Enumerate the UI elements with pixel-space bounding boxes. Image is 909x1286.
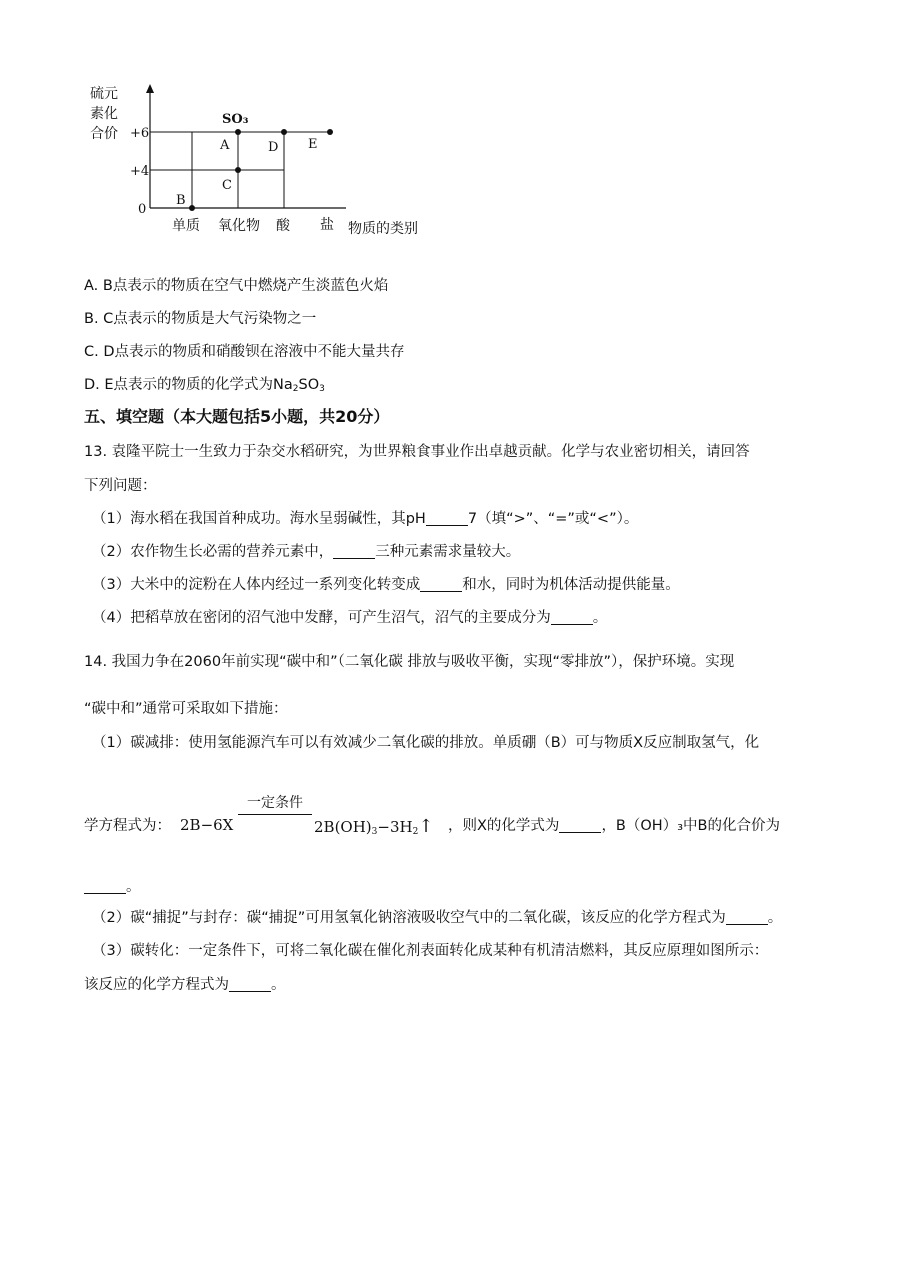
- point-B: [189, 205, 195, 211]
- q13-part1: （1）海水稻在我国首种成功。海水呈弱碱性，其pH 7（填“>”、“=”或“<”）。: [92, 511, 639, 527]
- eq-left: 2B−6X: [180, 816, 234, 834]
- option-d: D. E点表示的物质的化学式为$Na_2SO_3$: [84, 377, 325, 394]
- q14-line-continuation: 。: [84, 877, 141, 897]
- option-a: A. B点表示的物质在空气中燃烧产生淡蓝色火焰: [84, 278, 389, 294]
- eq-condition: 一定条件: [247, 795, 303, 811]
- answer-blank[interactable]: [426, 511, 468, 526]
- answer-blank[interactable]: [551, 610, 593, 625]
- q13-part4: （4）把稻草放在密闭的沼气池中发酵，可产生沼气，沼气的主要成分为 。: [92, 610, 608, 626]
- y-label-line-1: 硫元: [90, 86, 118, 102]
- point-C: [235, 167, 241, 173]
- eq-bar: [238, 814, 312, 815]
- option-d-formula-na: Na: [273, 377, 293, 393]
- q14-equation-prefix: 学方程式为：: [84, 818, 171, 834]
- x-cat-oxide: 氧化物: [218, 218, 260, 234]
- x-axis-label: 物质的类别: [348, 221, 418, 237]
- answer-blank[interactable]: [559, 818, 601, 833]
- label-SO3: SO₃: [222, 112, 249, 127]
- label-B: B: [176, 193, 186, 208]
- option-d-text: D. E点表示的物质的化学式为: [84, 377, 274, 393]
- point-A: [235, 129, 241, 135]
- q14-part1: （1）碳减排：使用氢能源汽车可以有效减少二氧化碳的排放。单质硼（B）可与物质X反应制取氢气，化: [92, 735, 760, 751]
- eq-right: $2B(OH)_3-3H_2↑$: [314, 816, 434, 837]
- q14-part2: （2）碳“捕捉”与封存：碳“捕捉”可用氢氧化钠溶液吸收空气中的二氧化碳，该反应的化学方程式为 。: [92, 910, 783, 926]
- y-tick-6: +6: [130, 126, 150, 141]
- label-E: E: [308, 137, 318, 152]
- x-cat-elemental: 单质: [172, 218, 200, 234]
- q14-part3: （3）碳转化：一定条件下，可将二氧化碳在催化剂表面转化成某种有机清洁燃料，其反应原理如图所示：: [92, 943, 769, 959]
- x-cat-acid: 酸: [276, 218, 290, 234]
- point-D: [281, 129, 287, 135]
- y-tick-4: +4: [130, 164, 150, 179]
- section-title: 五、填空题（本大题包括5小题，共20分）: [84, 407, 390, 426]
- y-axis-arrow: [146, 84, 154, 93]
- option-c: C. D点表示的物质和硝酸钡在溶液中不能大量共存: [84, 344, 405, 360]
- answer-blank[interactable]: [420, 577, 462, 592]
- answer-blank[interactable]: [333, 544, 375, 559]
- label-A: A: [220, 138, 230, 153]
- q14-stem-line1: 14. 我国力争在2060年前实现“碳中和”（二氧化碳 排放与吸收平衡，实现“零排放”），保护环境。实现: [84, 654, 735, 670]
- valence-category-chart: [84, 80, 444, 240]
- q14-part4: 该反应的化学方程式为 。: [84, 977, 286, 993]
- q13-stem-line2: 下列问题：: [84, 478, 157, 494]
- label-D: D: [268, 140, 279, 155]
- point-E: [327, 129, 333, 135]
- answer-blank[interactable]: [84, 879, 126, 894]
- y-tick-0: 0: [138, 202, 147, 217]
- q13-part3: （3）大米中的淀粉在人体内经过一系列变化转变成 和水，同时为机体活动提供能量。: [92, 577, 680, 593]
- x-cat-salt: 盐: [320, 217, 334, 233]
- q13-stem-line1: 13. 袁隆平院士一生致力于杂交水稻研究，为世界粮食事业作出卓越贡献。化学与农业密切相关，请回答: [84, 444, 750, 460]
- option-b: B. C点表示的物质是大气污染物之一: [84, 311, 317, 327]
- y-label-line-2: 素化: [90, 106, 118, 122]
- q14-equation-suffix: ，则X的化学式为 ，B（OH）₃中B的化合价为: [448, 818, 780, 834]
- y-label-line-3: 合价: [90, 126, 118, 142]
- gas-arrow-icon: ↑: [418, 816, 434, 837]
- answer-blank[interactable]: [726, 910, 768, 925]
- option-d-formula-so: SO: [298, 377, 320, 393]
- y-axis-label: [90, 86, 118, 142]
- q14-stem-line2: “碳中和”通常可采取如下措施：: [84, 701, 288, 717]
- answer-blank[interactable]: [229, 977, 271, 992]
- label-C: C: [222, 178, 232, 193]
- q13-part2: （2）农作物生长必需的营养元素中， 三种元素需求量较大。: [92, 544, 521, 560]
